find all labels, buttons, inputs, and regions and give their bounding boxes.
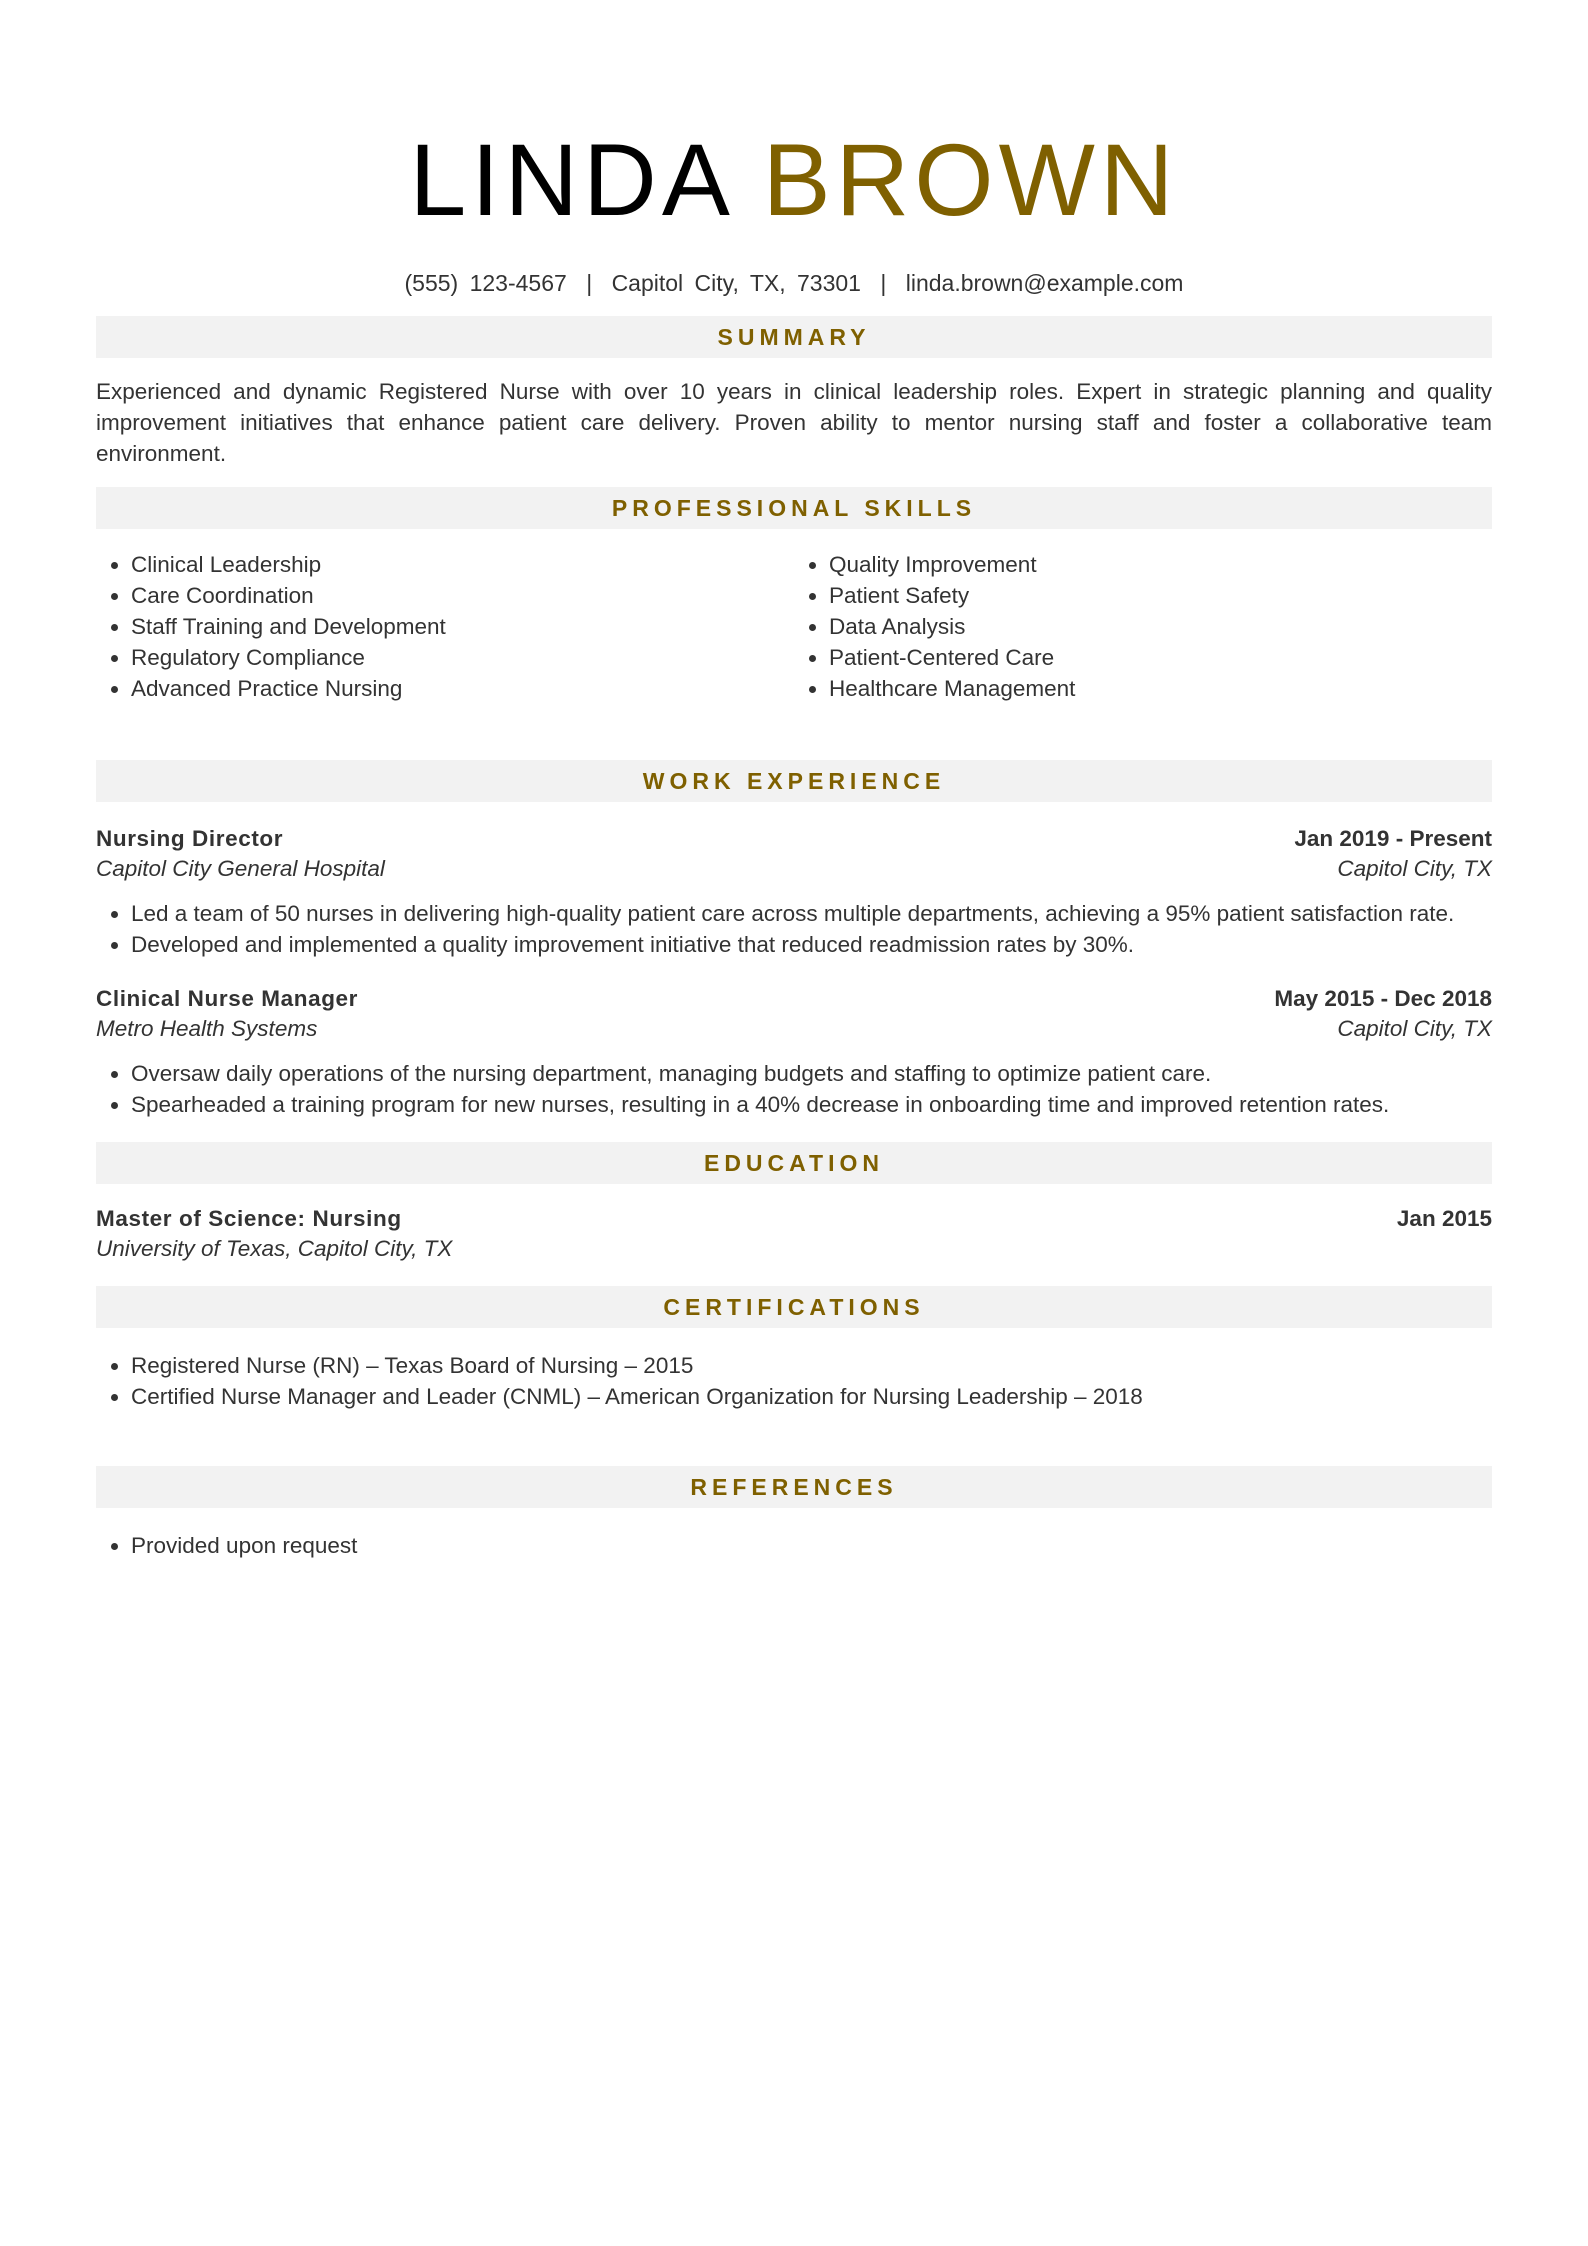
skills-list [96, 549, 1492, 704]
job-location: Capitol City, TX [1337, 856, 1492, 881]
job-subheader [96, 1014, 1492, 1044]
graduation-date: Jan 2015 [1396, 1206, 1492, 1231]
job-entry [96, 824, 1492, 960]
job-bullet: • Spearheaded a training program for new nurses, resulting in a 40% decrease in onboarding time and improved retention rates. [131, 1089, 1492, 1120]
job-title: Clinical Nurse Manager [96, 986, 359, 1011]
skills-heading: PROFESSIONAL SKILLS [96, 487, 1492, 529]
separator: | [880, 270, 887, 296]
job-entry [96, 984, 1492, 1120]
skills-right [794, 549, 1492, 704]
education-subheader [96, 1234, 1492, 1264]
skill-item: • Regulatory Compliance [131, 642, 794, 673]
skill-item: • Advanced Practice Nursing [131, 673, 794, 704]
job-organization: Metro Health Systems [96, 1016, 318, 1041]
job-bullets [96, 1058, 1492, 1120]
summary-text: Experienced and dynamic Registered Nurse with over 10 years in clinical leadership roles. Expert in strategic planning and quality improvement initiatives that enhance patient care delivery. Proven ability to mentor nursing staff and foster a collaborative team environment. [96, 379, 1492, 466]
job-bullets [96, 898, 1492, 960]
references-heading: REFERENCES [96, 1466, 1492, 1508]
skill-item: • Patient-Centered Care [829, 642, 1492, 673]
email: linda.brown@example.com [905, 270, 1184, 296]
skill-item: • Patient Safety [829, 580, 1492, 611]
experience-heading: WORK EXPERIENCE [96, 760, 1492, 802]
reference-item: • Provided upon request [131, 1530, 1492, 1561]
certifications-list [96, 1350, 1492, 1412]
job-bullet: • Led a team of 50 nurses in delivering high-quality patient care across multiple departments, achieving a 95% patient satisfaction rate. [131, 898, 1492, 929]
education-header [96, 1204, 1492, 1234]
skills-left [96, 549, 794, 704]
separator: | [586, 270, 593, 296]
job-title: Nursing Director [96, 826, 284, 851]
summary-heading: SUMMARY [96, 316, 1492, 358]
candidate-name [96, 0, 1492, 240]
certification-item: • Registered Nurse (RN) – Texas Board of Nursing – 2015 [131, 1350, 1492, 1381]
skill-item: • Healthcare Management [829, 673, 1492, 704]
job-subheader [96, 854, 1492, 884]
first-name: LINDA [409, 123, 730, 237]
job-header [96, 984, 1492, 1014]
skill-item: • Clinical Leadership [131, 549, 794, 580]
job-dates: Jan 2019 - Present [1294, 826, 1492, 851]
certifications-heading: CERTIFICATIONS [96, 1286, 1492, 1328]
education-entry [96, 1204, 1492, 1264]
phone: (555) 123-4567 [404, 270, 567, 296]
references-list [96, 1530, 1492, 1561]
skill-item: • Care Coordination [131, 580, 794, 611]
degree: Master of Science: Nursing [96, 1206, 402, 1231]
job-location: Capitol City, TX [1337, 1016, 1492, 1041]
location: Capitol City, TX, 73301 [611, 270, 861, 296]
job-header [96, 824, 1492, 854]
school: University of Texas, Capitol City, TX [96, 1236, 453, 1261]
job-bullet: • Developed and implemented a quality improvement initiative that reduced readmission rates by 30%. [131, 929, 1492, 960]
job-bullet: • Oversaw daily operations of the nursing department, managing budgets and staffing to optimize patient care. [131, 1058, 1492, 1089]
skill-item: • Quality Improvement [829, 549, 1492, 580]
certification-item: • Certified Nurse Manager and Leader (CNML) – American Organization for Nursing Leadership – 2018 [131, 1381, 1492, 1412]
contact-line [96, 268, 1492, 298]
education-heading: EDUCATION [96, 1142, 1492, 1184]
last-name: BROWN [762, 123, 1179, 237]
job-organization: Capitol City General Hospital [96, 856, 385, 881]
job-dates: May 2015 - Dec 2018 [1274, 986, 1492, 1011]
skill-item: • Data Analysis [829, 611, 1492, 642]
skill-item: • Staff Training and Development [131, 611, 794, 642]
